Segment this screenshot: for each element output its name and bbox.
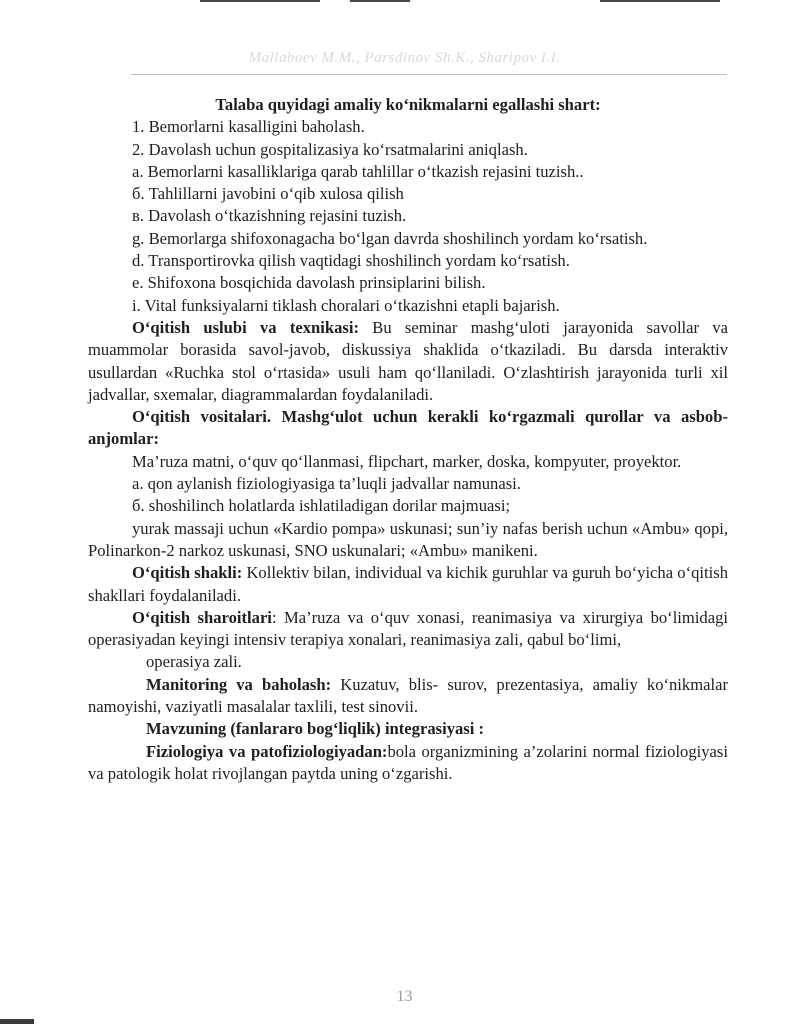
monitoring-label: Manitoring va baholash: xyxy=(146,674,332,694)
tools-heading xyxy=(88,406,728,451)
form-text: Kollektiv bilan, individual va kichik guruhlar va guruh bo‘yicha o‘qitish shakllari foydalaniladi. xyxy=(88,563,728,605)
skill-item: g. Bemorlarga shifoxonagacha bo‘lgan davrda shoshilinch yordam ko‘rsatish. xyxy=(132,228,648,248)
skill-item: 1. Bemorlarni kasalligini baholash. xyxy=(132,117,365,137)
conditions-label: O‘qitish sharoitlari xyxy=(132,607,272,627)
skill-item: б. Tahlillarni javobini o‘qib xulosa qilish xyxy=(132,184,404,204)
skill-item: в. Davolash o‘tkazishning rejasini tuzish. xyxy=(132,206,407,226)
top-edge-rule-right xyxy=(600,0,720,2)
tools-item: б. shoshilinch holatlarda ishlatiladigan dorilar majmuasi; xyxy=(132,496,511,516)
top-edge-rule-left xyxy=(200,0,320,2)
skill-item: d. Transportirovka qilish vaqtidagi shoshilinch yordam ko‘rsatish. xyxy=(132,251,570,271)
conditions-paragraph xyxy=(88,607,728,652)
monitoring-paragraph xyxy=(88,674,728,719)
method-paragraph xyxy=(88,317,728,406)
conditions-text: : Ma’ruza va o‘quv xonasi, reanimasiya va xirurgiya bo‘limidagi operasiyadan keyingi intensiv terapiya xonalari, reanimasiya zali, qabul bo‘limi, xyxy=(88,607,729,650)
method-label: O‘qitish uslubi va texnikasi: xyxy=(132,317,359,337)
skill-item: a. Bemorlarni kasalliklariga qarab tahlillar o‘tkazish rejasini tuzish.. xyxy=(132,161,584,181)
running-header: Mallaboev M.M., Parsdinov Sh.K., Sharipov I.I. xyxy=(248,50,561,66)
monitoring-text: Kuzatuv, blis- surov, prezentasiya, amaliy ko‘nikmalar namoyishi, vaziyatli masalalar taxlili, test sinovii. xyxy=(88,674,728,717)
page-content xyxy=(88,94,728,785)
tools-item: a. qon aylanish fiziologiyasiga ta’luqli jadvallar namunasi. xyxy=(132,474,521,494)
top-edge-rule-center xyxy=(350,0,410,2)
integration-heading xyxy=(88,718,728,740)
tools-extra: yurak massaji uchun «Kardio pompa» uskunasi; sun’iy nafas berish uchun «Ambu» qopi, Polinarkon-2 narkoz uskunasi, SNO uskunalari; «Ambu» manikeni. xyxy=(88,518,728,560)
form-paragraph xyxy=(88,562,728,607)
skills-heading: Talaba quyidagi amaliy ko‘nikmalarni egallashi shart: xyxy=(215,95,601,114)
method-text: Bu seminar mashg‘uloti jarayonida savollar va muammolar borasida savol-javob, diskussiya shaklida o‘tkaziladi. Bu darsda interaktiv usullardan «Ruchka stol o‘rtasida» usuli ham qo‘llaniladi. O‘zlashtirish jarayonida turli xil jadvallar, sxemalar, diagrammalardan foydalaniladi. xyxy=(88,317,728,404)
header-divider xyxy=(131,74,727,75)
page-number: 13 xyxy=(396,988,413,1005)
tools-label: O‘qitish vositalari. Mashg‘ulot uchun kerakli ko‘rgazmali qurollar va asbob-anjomlar: xyxy=(88,407,728,449)
skill-item: e. Shifoxona bosqichida davolash prinsiplarini bilish. xyxy=(132,273,486,293)
skill-item: 2. Davolash uchun gospitalizasiya ko‘rsatmalarini aniqlash. xyxy=(132,139,528,159)
form-label: O‘qitish shakli: xyxy=(132,563,243,583)
integration-heading-text: Mavzuning (fanlararo bog‘liqlik) integrasiyasi : xyxy=(146,719,485,739)
tools-intro: Ma’ruza matni, o‘quv qo‘llanmasi, flipchart, marker, doska, kompyuter, proyektor. xyxy=(132,451,682,471)
skill-item: i. Vital funksiyalarni tiklash choralari o‘tkazishni etapli bajarish. xyxy=(132,295,560,315)
integration-text: bola organizmining a’zolarini normal fiziologiyasi va patologik holat rivojlangan paytda uning o‘zgarishi. xyxy=(88,741,728,783)
scan-corner-mark xyxy=(0,1019,34,1024)
integration-paragraph xyxy=(88,741,728,786)
integration-label: Fiziologiya va patofiziologiyadan: xyxy=(146,741,388,761)
conditions-extra: operasiya zali. xyxy=(146,652,242,672)
